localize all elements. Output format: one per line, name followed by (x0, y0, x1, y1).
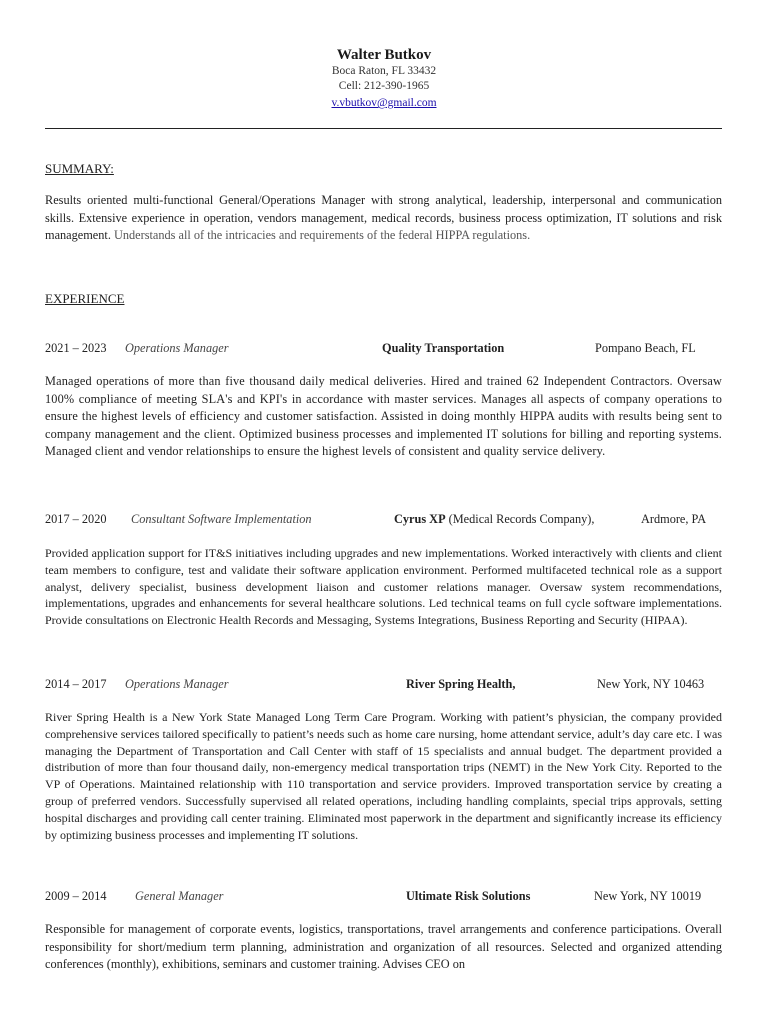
job-location: New York, NY 10463 (597, 677, 705, 691)
job-dates: 2021 – 2023 (45, 341, 107, 355)
summary-text (45, 192, 722, 245)
job-description: Provided application support for IT&S initiatives including upgrades and new implementations. Worked interactively with clients and client team members to configure, test and validate their software application environment. Performed multifaceted technical role as a support analyst, delivery specialist, business development liaison and customer relations manager. Oversaw system recommendations, implementations, upgrades and enhancements for several healthcare solutions. Led technical teams on full cycle software implementations. Provide consultations on Electronic Health Records and Messaging, Systems Integrations, Business Reporting and Security (HIPAA). (45, 546, 722, 628)
candidate-location: Boca Raton, FL 33432 (331, 65, 437, 77)
job-dates: 2014 – 2017 (45, 677, 107, 691)
job-company: Ultimate Risk Solutions (406, 889, 531, 903)
experience-heading: EXPERIENCE (45, 291, 125, 306)
resume-header (0, 46, 768, 111)
summary-muted-text: Understands all of the intricacies and requirements of the federal HIPPA regulations. (113, 228, 531, 242)
summary-heading: SUMMARY: (45, 161, 114, 176)
job-header (45, 341, 722, 359)
job-location: New York, NY 10019 (594, 889, 702, 903)
job-company: River Spring Health, (406, 677, 516, 691)
job-header (45, 889, 722, 907)
job-header (45, 677, 722, 695)
job-company: Quality Transportation (382, 341, 505, 355)
job-header (45, 512, 722, 530)
summary-main-text: Results oriented multi-functional General/Operations Manager with strong analytical, leadership, interpersonal and communication skills. Extensive experience in operation, vendors management, medical records, business process optimization, IT solutions and risk management. (45, 193, 722, 242)
job-location: Pompano Beach, FL (595, 341, 696, 355)
job-dates: 2009 – 2014 (45, 889, 107, 903)
job-title: General Manager (135, 889, 224, 903)
job-description: Responsible for management of corporate events, logistics, transportations, travel arrangements and conference participations. Overall responsibility for short/medium term planning, administration and organization of all resources. Selected and organized attending conferences (monthly), exhibitions, seminars and customer training. Advises CEO on (45, 922, 722, 971)
job-description: Managed operations of more than five thousand daily medical deliveries. Hired and trained 62 Independent Contractors. Oversaw 100% compliance of meeting SLA's and KPI's in accordance with master services. Manages all aspects of company operations to ensure the highest levels of efficiency and customer satisfaction. Assisted in doing monthly HIPPA audits with results being sent to company management and the client. Optimized business processes and implemented IT solutions for billing and reporting systems. Managed client and vendor relationships to ensure the highest levels of consistent and quality service delivery. (45, 374, 722, 458)
job-title: Operations Manager (125, 341, 229, 355)
job-title: Operations Manager (125, 677, 229, 691)
header-divider (45, 128, 722, 129)
job-location: Ardmore, PA (641, 512, 707, 526)
candidate-name: Walter Butkov (336, 47, 432, 63)
candidate-phone: Cell: 212-390-1965 (338, 79, 430, 92)
job-dates: 2017 – 2020 (45, 512, 107, 526)
job-company: Cyrus XP (Medical Records Company), (394, 512, 595, 526)
job-description: River Spring Health is a New York State Managed Long Term Care Program. Working with patient’s physician, the company provided comprehensive services tailored specifically to patient’s needs such as home care nursing, home attendant service, adult’s day care etc. I was managing the Department of Transportation and Call Center with staff of 15 specialists and annual budget. The department provided a distribution of more than four thousand daily, non-emergency medical transportation trips (NEMT) in the New York City. Reported to the VP of Operations. Maintained relationship with 110 transportation and service providers. Improved transportation service by creating a group of preferred vendors. Successfully supervised all related operations, including handling complaints, special trips approvals, setting hospital discharges and providing call center training. Eliminated most paperwork in the department and significantly increase its efficiency by optimizing business processes and implementing IT solutions. (45, 710, 722, 842)
candidate-email-link[interactable]: v.vbutkov@gmail.com (331, 97, 437, 109)
job-title: Consultant Software Implementation (131, 512, 312, 526)
